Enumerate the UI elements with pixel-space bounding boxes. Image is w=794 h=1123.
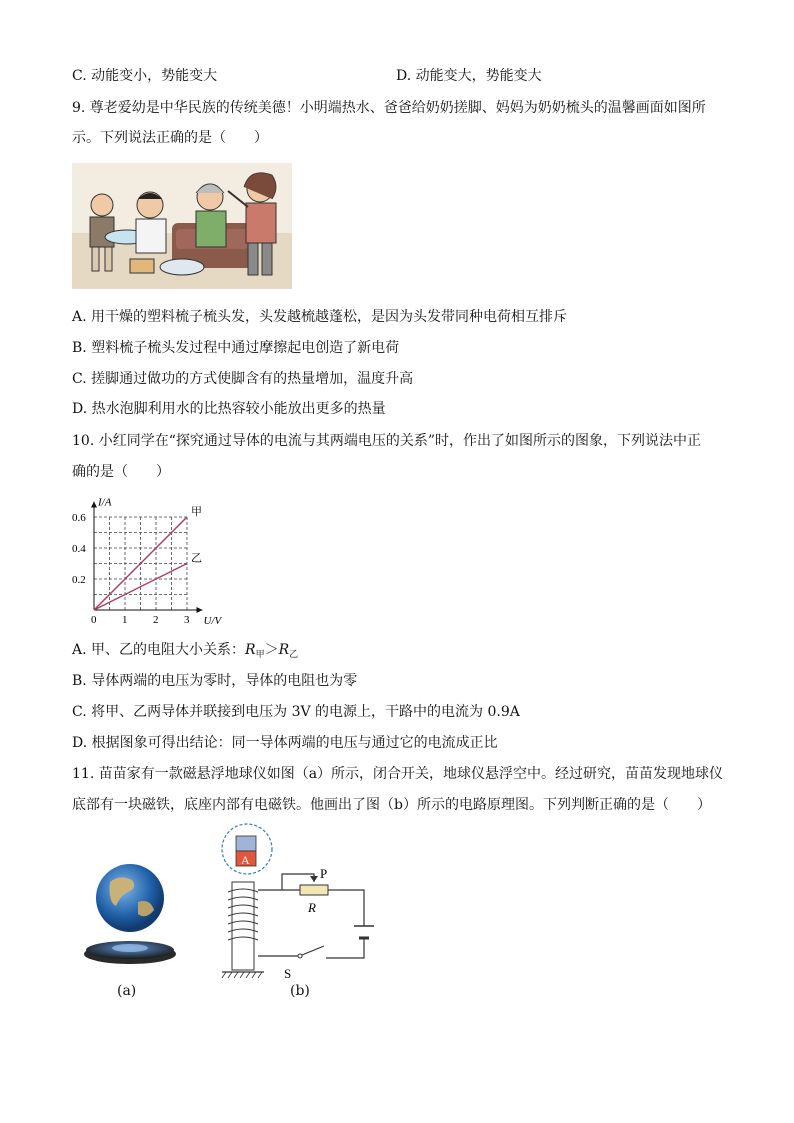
q10-option-a-r1: R [245,642,256,658]
q10-stem-line1: 10. 小红同学在“探究通过导体的电流与其两端电压的关系”时，作出了如图所示的图象，下列说法中正 [72,433,702,449]
q9-family-illustration [72,163,292,289]
q10-option-a-sub2: 乙 [289,650,299,660]
x-tick-label: 0 [91,614,97,626]
y-tick-label: 0.4 [72,543,86,555]
resistor-label: R [308,900,316,915]
series-name-1: 甲 [191,506,202,518]
q8-option-d: D. 动能变大，势能变大 [396,68,542,84]
x-tick-label: 3 [184,614,190,626]
magnet-label: A [241,853,250,867]
q11-figure-b-circuit [214,822,384,982]
y-axis-arrow [91,502,97,508]
series-name-2: 乙 [191,552,202,565]
q10-option-a-gt: ＞ [264,642,279,658]
chart-series [94,517,187,610]
rheostat-resistor [300,885,328,895]
q11-stem-line2: 底部有一块磁铁，底座内部有电磁铁。他画出了图（b）所示的电路原理图。下列判断正确的是（ ） [72,797,711,813]
x-tick-label: 1 [122,614,128,626]
electromagnet-core [232,882,254,970]
switch-label: S [284,966,292,981]
q11-figure-a-caption: (a) [117,983,137,999]
q9-option-d: D. 热水泡脚利用水的比热容较小能放出更多的热量 [72,401,386,417]
q9-stem-line1: 9. 尊老爱幼是中华民族的传统美德！小明端热水、爸爸给奶奶搓脚、妈妈为奶奶梳头的温馨画面如图所 [72,100,706,116]
q10-option-a-r2: R [278,642,290,658]
q11-figure-a-globe [80,862,180,972]
slider-label: P [320,866,328,881]
magnet-top-pole [236,836,256,851]
q10-option-c: C. 将甲、乙两导体并联接到电压为 3V 的电源上，干路中的电流为 0.9A [72,704,520,720]
q10-option-d: D. 根据图象可得出结论：同一导体两端的电压与通过它的电流成正比 [72,735,498,751]
y-tick-label: 0.6 [72,512,86,524]
q10-option-b: B. 导体两端的电压为零时，导体的电阻也为零 [72,673,358,689]
q9-stem-line2: 示。下列说法正确的是（ ） [72,130,268,146]
q10-stem-line2: 确的是（ ） [72,464,170,480]
q8-option-c: C. 动能变小，势能变大 [72,68,218,84]
switch-blade [302,946,324,955]
slider-arrow [310,876,318,882]
q9-option-a: A. 用干燥的塑料梳子梳头发，头发越梳越蓬松，是因为头发带同种电荷相互排斥 [72,309,568,325]
chart-labels [72,497,223,628]
q9-option-c: C. 搓脚通过做功的方式使脚含有的热量增加，温度升高 [72,371,414,387]
x-axis-label: U/V [203,615,222,627]
q11-figure-b-caption: (b) [290,983,310,999]
q10-option-a-prefix: A. 甲、乙的电阻大小关系： [72,642,246,658]
series-line-1 [94,517,187,610]
q9-option-b: B. 塑料梳子梳头发过程中通过摩擦起电创造了新电荷 [72,340,400,356]
q11-stem-line1: 11. 苗苗家有一款磁悬浮地球仪如图（a）所示，闭合开关，地球仪悬浮空中。经过研究，苗苗发现地球仪 [72,766,724,782]
q10-iu-graph [70,490,240,630]
x-tick-label: 2 [153,614,159,626]
q10-option-a [72,640,298,665]
y-tick-label: 0.2 [72,574,86,586]
x-axis-arrow [197,607,203,613]
q10-option-a-sub1: 甲 [255,650,265,660]
y-axis-label: I/A [98,496,112,509]
